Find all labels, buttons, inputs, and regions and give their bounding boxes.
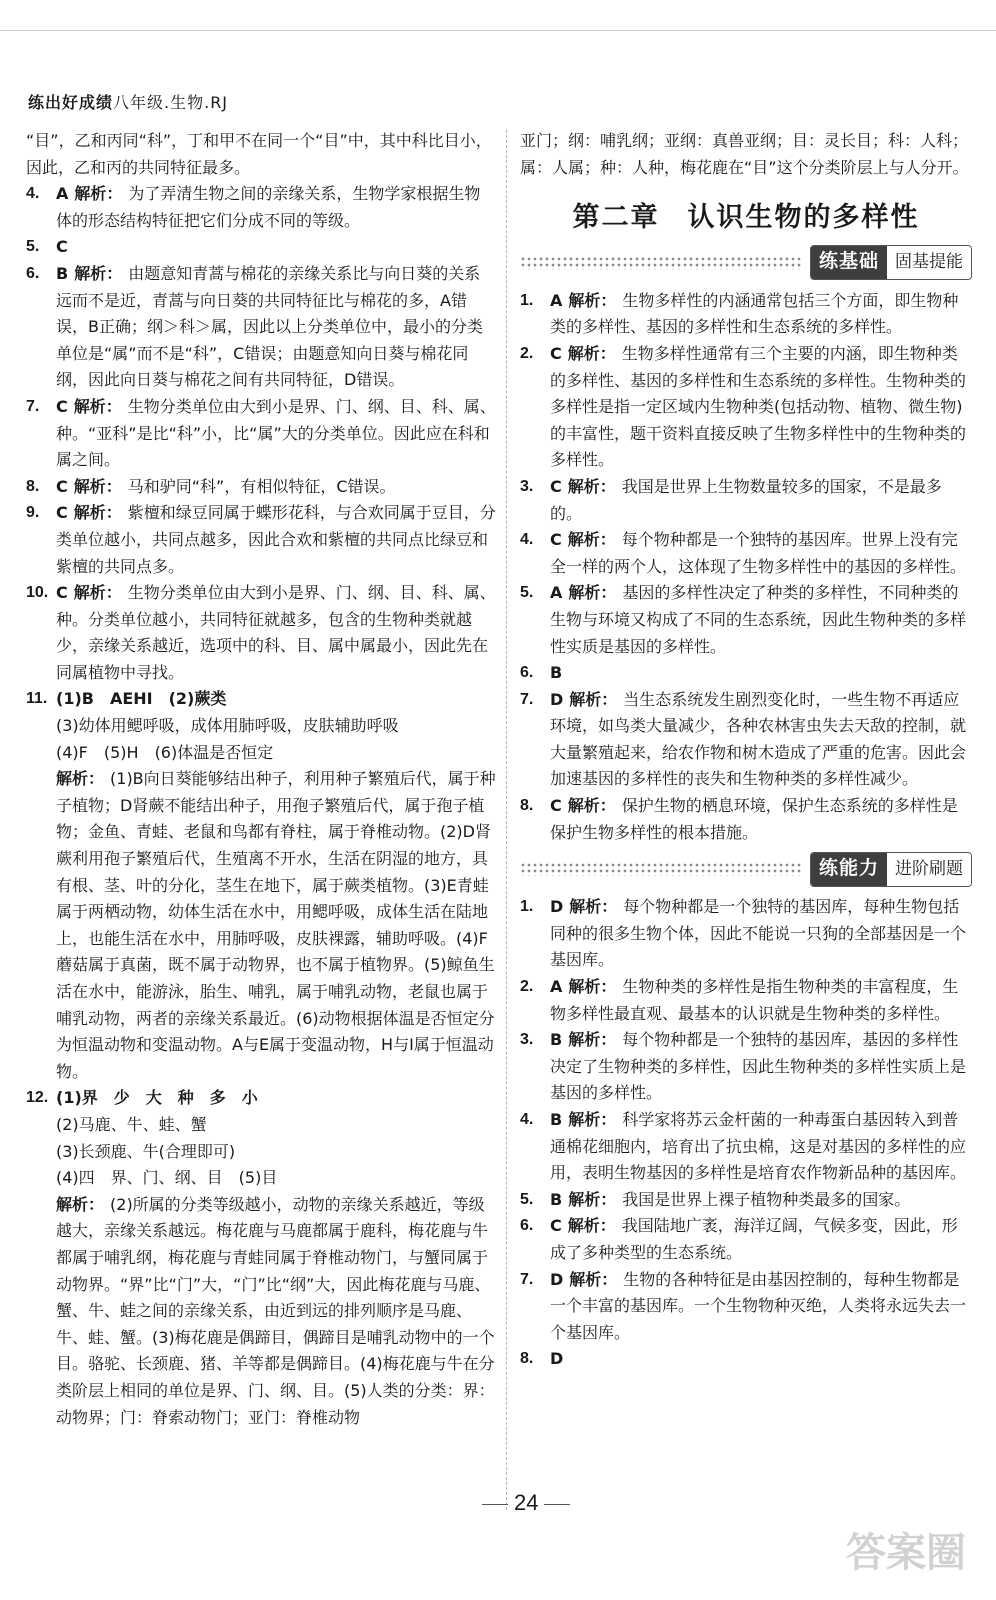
question-number: 7. xyxy=(520,690,534,708)
analysis-label: 解析： xyxy=(73,396,122,416)
answer-choice: C xyxy=(56,503,68,523)
question-number: 8. xyxy=(26,477,40,495)
answer-item xyxy=(520,660,972,687)
analysis-block xyxy=(26,766,496,1085)
sub-answer xyxy=(26,740,496,767)
sub-answer-text: (2)马鹿、牛、蛙、蟹 xyxy=(56,1114,207,1134)
question-number: 4. xyxy=(520,1111,534,1128)
answer-item xyxy=(26,261,496,394)
answer-choice: C xyxy=(56,476,68,496)
answer-body xyxy=(550,477,942,523)
answer-body xyxy=(550,663,568,682)
header-series: 练出好成绩 xyxy=(28,93,114,112)
left-column xyxy=(26,128,496,1431)
analysis-text: 生物种类的多样性是指生物种类的丰富程度，生物多样性最直观、最基本的认识就是生物种类的多样性。 xyxy=(550,977,959,1023)
answer-item xyxy=(520,580,972,660)
answer-item xyxy=(520,288,972,341)
question-number: 1. xyxy=(520,291,534,309)
page-number: 24 xyxy=(476,1490,576,1516)
banner-main-label: 练能力 xyxy=(811,853,887,886)
analysis-label: 解析： xyxy=(569,897,618,917)
chapter-title xyxy=(520,202,972,234)
answer-choice: B xyxy=(550,663,563,683)
answer-body xyxy=(550,1216,958,1262)
answer-body xyxy=(550,796,958,842)
analysis-label: 解析： xyxy=(568,583,617,603)
question-number: 5. xyxy=(520,1190,534,1208)
analysis-text: 我国陆地广袤，海洋辽阔，气候多变，因此，形成了多种类型的生态系统。 xyxy=(550,1216,958,1262)
question-number: 9. xyxy=(26,504,40,522)
answer-item xyxy=(520,1346,972,1373)
answer-choice: D xyxy=(550,689,564,709)
ability-answers xyxy=(520,894,972,1373)
question-number: 6. xyxy=(520,664,534,682)
answer-body xyxy=(550,1110,966,1182)
answer-body xyxy=(56,583,496,682)
answer-body xyxy=(550,1190,910,1209)
answer-choice: B xyxy=(550,1189,563,1209)
banner-main-label: 练基础 xyxy=(811,246,887,279)
question-number: 3. xyxy=(520,477,534,495)
sub-answer xyxy=(26,713,496,740)
question-number: 4. xyxy=(26,185,40,203)
analysis-label: 解析： xyxy=(567,530,616,550)
answer-choice: D xyxy=(550,897,564,917)
answer-body xyxy=(56,1088,264,1107)
analysis-text: 我国是世界上裸子植物种类最多的国家。 xyxy=(622,1189,911,1209)
top-rule xyxy=(0,30,996,31)
analysis-text: 生物多样性的内涵通常包括三个方面，即生物种类的多样性、基因的多样性和生态系统的多样性。 xyxy=(550,290,959,337)
question-number: 2. xyxy=(520,978,534,996)
question-number: 4. xyxy=(520,531,534,549)
question-number: 3. xyxy=(520,1031,534,1049)
sub-answer xyxy=(26,1139,496,1166)
analysis-text: 每个物种都是一个独特的基因库，基因的多样性决定了生物种类的多样性，因此生物种类的多样性实质上是基因的多样性。 xyxy=(550,1030,967,1103)
right-column xyxy=(520,128,972,1373)
answer-body xyxy=(550,1030,966,1102)
answer-body xyxy=(56,237,74,256)
question-number: 1. xyxy=(520,898,534,916)
continued-text: “目”，乙和丙同“科”，丁和甲不在同一个“目”中，其中科比目小，因此，乙和丙的共同特征最多。 xyxy=(26,131,492,177)
analysis-label: 解析： xyxy=(568,1110,617,1129)
question-number: 5. xyxy=(520,584,534,602)
answer-item xyxy=(26,181,496,234)
column-divider xyxy=(506,130,507,1510)
analysis-text: 为了弄清生物之间的亲缘关系，生物学家根据生物体的形态结构特征把它们分成不同的等级。 xyxy=(56,184,481,230)
answer-choice: (1)B AEHI (2)蕨类 xyxy=(56,689,227,709)
analysis-label: 解析： xyxy=(73,583,122,603)
answer-choice: A xyxy=(550,583,563,603)
banner-dots xyxy=(520,862,802,876)
chapter-number: 第二章 xyxy=(572,202,660,234)
answer-item xyxy=(520,474,972,527)
answer-choice: A xyxy=(550,290,563,310)
analysis-text: 生物多样性通常有三个主要的内涵，即生物种类的多样性、基因的多样性和生态系统的多样性。生物种类的多样性是指一定区域内生物种类(包括动物、植物、微生物)的丰富性，题干资料直接反映了生物多样性中的生物种类的多样性。 xyxy=(550,343,967,470)
answer-choice: C xyxy=(56,237,68,257)
sub-answer xyxy=(26,1165,496,1192)
answer-choice: D xyxy=(550,1269,564,1289)
banner-tag xyxy=(810,852,972,887)
answer-item xyxy=(520,527,972,580)
answer-body xyxy=(56,477,396,496)
analysis-text: (2)所属的分类等级越小，动物的亲缘关系越近，等级越大，亲缘关系越远。梅花鹿与马鹿都属于鹿科，梅花鹿与牛都属于哺乳纲，梅花鹿与青蛙同属于脊椎动物门，与蟹同属于动物界。“界”比“门”大，“门”比“纲”大，因此梅花鹿与马鹿、蟹、牛、蛙之间的亲缘关系，由近到远的排列顺序是马鹿、牛、蛙、蟹。(3)梅花鹿是偶蹄目，偶蹄目是哺乳动物中的一个目。骆驼、长颈鹿、猪、羊等都是偶蹄目。(4)梅花鹿与牛在分类阶层上相同的单位是界、门、纲、目。(5)人类的分类：界：动物界；门：脊索动物门；亚门：脊椎动物 xyxy=(56,1194,495,1427)
analysis-text: 紫檀和绿豆同属于蝶形花科，与合欢同属于豆目，分类单位越小，共同点越多，因此合欢和紫檀的共同点比绿豆和紫檀的共同点多。 xyxy=(56,503,496,576)
answer-choice: C xyxy=(550,343,562,363)
analysis-label: 解析： xyxy=(567,796,616,816)
analysis-label: 解析： xyxy=(568,1030,617,1050)
question-number: 10. xyxy=(26,584,49,602)
sub-answer-text: (3)长颈鹿、牛(合理即可) xyxy=(56,1141,236,1161)
sub-answer-text: (4)四 界、门、纲、目 (5)目 xyxy=(56,1168,278,1188)
answer-item xyxy=(520,1213,972,1266)
answer-body xyxy=(56,689,232,708)
answer-choice: B xyxy=(550,1110,563,1129)
sub-answer xyxy=(26,1112,496,1139)
answer-item xyxy=(26,394,496,474)
analysis-text: 基因的多样性决定了种类的多样性，不同种类的生物与环境又构成了不同的生态系统，因此生物种类的多样性实质是基因的多样性。 xyxy=(550,583,967,656)
answer-choice: C xyxy=(550,476,562,496)
analysis-text: (1)B向日葵能够结出种子，利用种子繁殖后代，属于种子植物；D肾蕨不能结出种子，用孢子繁殖后代，属于孢子植物；金鱼、青蛙、老鼠和鸟都有脊柱，属于脊椎动物。(2)D肾蕨利用孢子繁殖后代，生殖离不开水，生活在阴湿的地方，具有根、茎、叶的分化，茎生在地下，属于蕨类植物。(3)E青蛙属于两栖动物，幼体生活在水中，用鳃呼吸，成体生活在陆地上，也能生活在水中，用肺呼吸，皮肤裸露，辅助呼吸。(4)F蘑菇属于真菌，既不属于动物界，也不属于植物界。(5)鲸鱼生活在水中，能游泳，胎生、哺乳，属于哺乳动物，老鼠也属于哺乳动物，两者的亲缘关系最近。(6)动物根据体温是否恒定分为恒温动物和变温动物。A与E属于变温动物，H与I属于恒温动物。 xyxy=(56,769,496,1081)
answer-choice: D xyxy=(550,1349,564,1369)
answer-item xyxy=(26,234,496,261)
sub-answer-text: (4)F (5)H (6)体温是否恒定 xyxy=(56,742,274,762)
question-number: 5. xyxy=(26,238,40,256)
answer-item xyxy=(26,500,496,580)
banner-side-label: 固基提能 xyxy=(887,246,971,279)
answer-body xyxy=(56,264,483,389)
section-banner-ability xyxy=(520,852,972,886)
answer-choice: A xyxy=(56,184,69,204)
answer-item xyxy=(26,580,496,686)
analysis-label: 解析： xyxy=(568,290,617,310)
analysis-label: 解析： xyxy=(73,476,122,496)
analysis-text: 由题意知青蒿与棉花的亲缘关系比与向日葵的关系远而不是近，青蒿与向日葵的共同特征比与棉花的多，A错误，B正确；纲＞科＞属，因此以上分类单位中，最小的分类单位是“属”而不是“科”，C错误；由题意知向日葵与棉花同纲，因此向日葵与棉花之间有共同特征，D错误。 xyxy=(56,263,483,390)
answer-body xyxy=(550,690,966,789)
basic-answers xyxy=(520,288,972,846)
running-header xyxy=(28,90,228,113)
analysis-text: 我国是世界上生物数量较多的国家，不是最多的。 xyxy=(550,476,942,523)
banner-dots xyxy=(520,256,802,270)
answer-choice: A xyxy=(550,977,563,997)
answer-body xyxy=(550,1270,966,1342)
answer-item xyxy=(520,894,972,974)
question-number: 11. xyxy=(26,690,48,708)
answer-body xyxy=(550,344,966,469)
answer-choice: B xyxy=(550,1030,563,1050)
answer-body xyxy=(550,530,966,576)
analysis-label: 解析： xyxy=(568,1189,617,1209)
analysis-label: 解析： xyxy=(56,769,105,789)
continued-text: 亚门；纲：哺乳纲；亚纲：真兽亚纲；目：灵长目；科：人科；属：人属；种：人种，梅花鹿在“目”这个分类阶层上与人分开。 xyxy=(520,131,969,177)
answer-item xyxy=(520,687,972,793)
answer-choice: B xyxy=(56,263,69,283)
analysis-label: 解析： xyxy=(567,343,616,363)
analysis-block xyxy=(26,1192,496,1431)
section-banner-basic xyxy=(520,246,972,280)
question-number: 8. xyxy=(520,1350,534,1368)
question-number: 6. xyxy=(520,1217,534,1235)
answer-item xyxy=(520,1027,972,1107)
watermark-logo: 答案圈 xyxy=(846,1530,966,1576)
analysis-text: 每个物种都是一个独特的基因库。世界上没有完全一样的两个人，这体现了生物多样性中的基因的多样性。 xyxy=(550,530,967,576)
answer-choice: C xyxy=(550,796,562,816)
analysis-label: 解析： xyxy=(569,1269,618,1289)
answer-item xyxy=(26,686,496,713)
question-number: 7. xyxy=(520,1270,534,1288)
sub-answer-text: (3)幼体用鳃呼吸，成体用肺呼吸，皮肤辅助呼吸 xyxy=(56,716,399,736)
chapter-name: 认识生物的多样性 xyxy=(687,202,920,234)
question-number: 7. xyxy=(26,397,40,415)
header-subtitle: 八年级.生物.RJ xyxy=(113,93,229,112)
analysis-text: 每个物种都是一个独特的基因库，每种生物包括同种的很多生物个体，因此不能说一只狗的全部基因是一个基因库。 xyxy=(550,897,967,970)
analysis-text: 生物的各种特征是由基因控制的，每种生物都是一个丰富的基因库。一个生物物种灭绝，人类将永远失去一个基因库。 xyxy=(550,1269,967,1342)
analysis-label: 解析： xyxy=(567,1216,616,1236)
question-number: 6. xyxy=(26,264,40,282)
answer-choice: C xyxy=(56,583,68,603)
answer-item xyxy=(26,1085,496,1112)
answer-item xyxy=(26,474,496,501)
answer-body xyxy=(550,1349,569,1368)
answer-item xyxy=(520,793,972,846)
answer-body xyxy=(56,184,480,230)
answer-choice: (1)界 少 大 种 多 小 xyxy=(56,1088,258,1108)
answer-choice: C xyxy=(56,396,68,416)
analysis-label: 解析： xyxy=(567,476,616,496)
analysis-text: 马和驴同“科”，有相似特征，C错误。 xyxy=(127,476,396,496)
analysis-label: 解析： xyxy=(569,689,618,709)
answer-choice: C xyxy=(550,530,562,550)
answer-body xyxy=(56,397,496,469)
answer-body xyxy=(550,583,966,655)
analysis-label: 解析： xyxy=(56,1194,105,1214)
answer-item xyxy=(520,1187,972,1214)
analysis-text: 当生态系统发生剧烈变化时，一些生物不再适应环境，如鸟类大量减少，各种农林害虫失去天敌的控制，就大量繁殖起来，给农作物和树木造成了严重的危害。因此会加速基因的多样性的丧失和生物种类的多样性减少。 xyxy=(550,689,967,789)
answer-item xyxy=(520,341,972,474)
banner-side-label: 进阶刷题 xyxy=(887,853,971,886)
analysis-label: 解析： xyxy=(568,977,617,997)
answer-body xyxy=(550,977,958,1023)
analysis-label: 解析： xyxy=(74,184,123,204)
analysis-text: 生物分类单位由大到小是界、门、纲、目、科、属、种。分类单位越小，共同特征就越多，包含的生物种类就越少，亲缘关系越近，选项中的科、目、属中属最小，因此先在同属植物中寻找。 xyxy=(56,583,496,682)
answer-item xyxy=(520,1107,972,1187)
banner-tag xyxy=(810,245,972,280)
answer-choice: C xyxy=(550,1216,562,1236)
answer-body xyxy=(56,503,496,575)
answer-body xyxy=(550,291,958,337)
analysis-label: 解析： xyxy=(73,503,122,523)
answer-body xyxy=(550,897,966,969)
analysis-text: 保护生物的栖息环境，保护生态系统的多样性是保护生物多样性的根本措施。 xyxy=(550,796,958,842)
question-number: 2. xyxy=(520,344,534,362)
analysis-text: 科学家将苏云金杆菌的一种毒蛋白基因转入到普通棉花细胞内，培育出了抗虫棉，这是对基因的多样性的应用，表明生物基因的多样性是培育农作物新品种的基因库。 xyxy=(550,1110,967,1183)
answer-item xyxy=(520,974,972,1027)
analysis-label: 解析： xyxy=(74,263,123,283)
analysis-text: 生物分类单位由大到小是界、门、纲、目、科、属、种。“亚科”是比“科”小，比“属”大的分类单位。因此应在科和属之间。 xyxy=(56,396,496,470)
question-number: 8. xyxy=(520,797,534,815)
answer-item xyxy=(520,1267,972,1347)
question-number: 12. xyxy=(26,1089,49,1107)
